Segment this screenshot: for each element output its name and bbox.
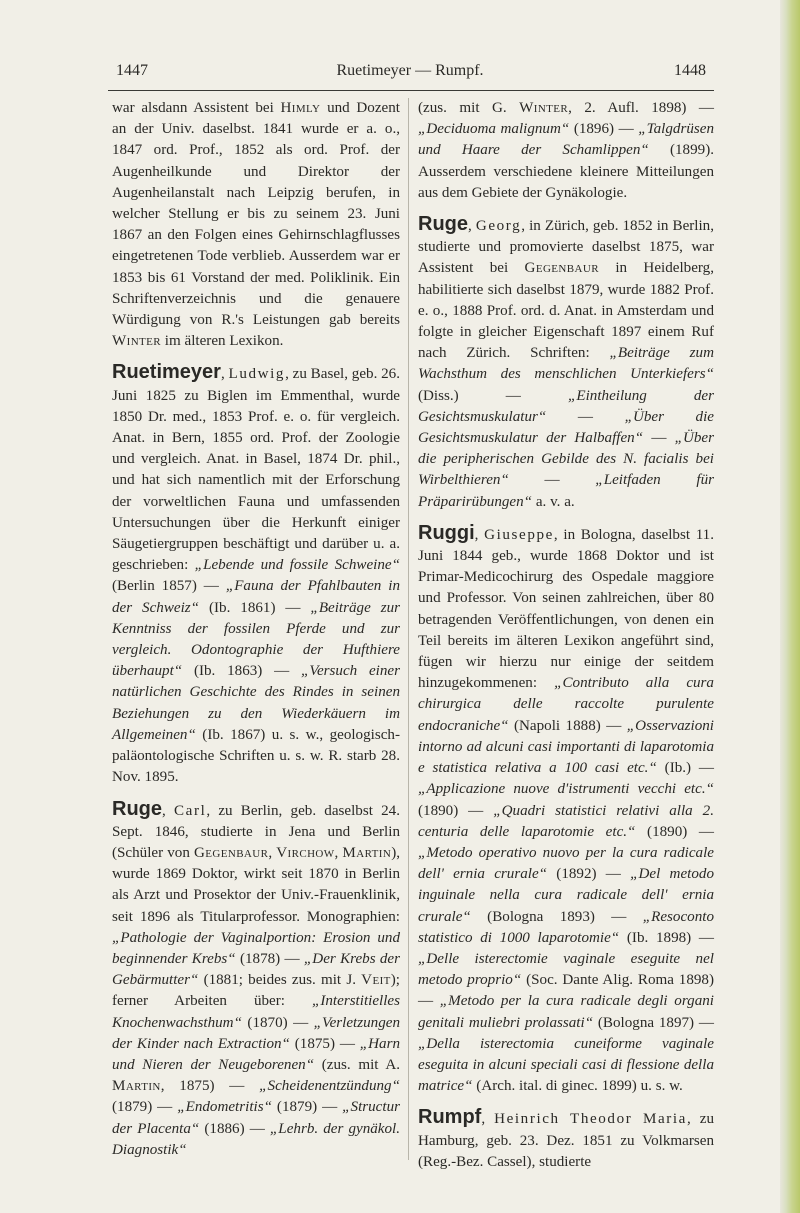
italic-title: „Fauna der Pfahlbauten in der Schweiz“: [112, 578, 400, 616]
given-name-spaced: Giuseppe: [484, 526, 554, 543]
text-run: (1890) —: [635, 823, 714, 840]
entry-ruetimeyer: [112, 362, 400, 788]
italic-title: „Scheidenentzündung“: [259, 1078, 400, 1095]
entry-headword: Ruetimeyer: [112, 361, 221, 384]
italic-title: „Metodo per la cura radicale degli organi genitali muliebri prolassati“: [418, 993, 714, 1031]
text-run: ,: [481, 1111, 495, 1128]
italic-title: „Verletzungen der Kinder nach Extraction“: [112, 1014, 400, 1052]
text-run: ,: [162, 802, 174, 819]
given-name-spaced: Carl: [173, 802, 207, 819]
italic-title: „Delle isterectomie vaginale eseguite nel metodo proprio“: [418, 950, 714, 989]
small-caps-name: Winter: [519, 100, 569, 116]
text-run: , in Zürich, geb. 1852 in Berlin, studierte und promovierte daselbst 1875, war Assistent bei: [418, 218, 715, 277]
text-run: (1881; beides zus. mit J.: [198, 972, 362, 989]
column-divider: [408, 98, 409, 1160]
small-caps-name: Veit: [361, 972, 391, 989]
text-run: (Ib. 1867) u. s. w., geologisch-paläontologische Schriften u. s. w. R. starb 28. Nov. 1895.: [112, 726, 400, 786]
text-run: (Ib. 1863) —: [182, 663, 302, 680]
italic-title: „Applicazione nuove d'istrumenti vecchi etc.“: [418, 781, 714, 798]
given-name-spaced: Heinrich Theodor Maria: [494, 1111, 687, 1128]
text-run: (Ib. 1898) —: [619, 929, 714, 946]
text-run: war alsdann Assistent bei: [112, 100, 281, 116]
text-run: —: [643, 430, 675, 447]
text-run: , zu Berlin, geb. daselbst 24. Sept. 1846, studierte in Jena und Berlin (Schüler von: [112, 802, 400, 861]
text-run: (1879) —: [112, 1099, 178, 1116]
text-run: (Arch. ital. di ginec. 1899) u. s. w.: [472, 1078, 683, 1095]
italic-title: „Leitfaden für Präparirübungen“: [418, 472, 714, 510]
italic-title: „Über die Gesichtsmuskulatur der Halbaffen“: [418, 408, 714, 447]
text-run: (Ib. 1861) —: [199, 599, 311, 616]
text-run: (1870) —: [241, 1014, 314, 1031]
italic-title: „Resoconto statistico di 1000 laparotomie“: [418, 908, 714, 946]
entry-ruggi: [418, 523, 714, 1097]
text-run: , 1875) —: [160, 1078, 260, 1095]
paragraph-himly-continuation: [112, 98, 400, 352]
header-rule: [108, 90, 714, 91]
text-run: (1890) —: [418, 802, 494, 819]
italic-title: „Harn und Nieren der Neugeborenen“: [112, 1035, 400, 1073]
text-run: (Bologna 1893) —: [470, 908, 643, 925]
small-caps-name: Gegenbaur: [524, 260, 599, 277]
italic-title: „Talgdrüsen und Haare der Schamlippen“: [418, 121, 714, 159]
small-caps-name: Himly: [280, 100, 321, 116]
italic-title: „Über die peripherischen Gebilde des N. facialis bei Wirbelthieren“: [418, 430, 714, 489]
text-run: und Dozent an der Univ. daselbst. 1841 wurde er a. o., 1847 ord. Prof., 1852 als ord. Prof. der Augenheilkunde und Direktor der Augenheilanstalt nach Leipzig berufen, in welcher Stellung er bis zu seinem 23. Juni 1867 an den Folgen eines Gehirnschlagflusses eingetretenen Tode verblieb. Ausserdem war er 1853 bis 61 Vorstand der med. Poliklinik. Ein Schriftenverzeichnis und die genauere Würdigung von R.'s Leistungen gab bereits: [112, 100, 400, 329]
text-run: (1878) —: [235, 950, 304, 967]
text-run: (Diss.) —: [418, 387, 568, 404]
text-run: ), wurde 1869 Doktor, wirkt seit 1870 in Berlin als Arzt und Prosektor der Univ.-Frauenklinik, seit 1896 als Titularprofessor. Monographien:: [112, 844, 401, 925]
entry-rumpf: [418, 1107, 714, 1173]
text-run: , 2. Aufl. 1898) —: [568, 100, 714, 116]
text-run: (1879) —: [271, 1099, 343, 1116]
right-column: [418, 98, 714, 1183]
left-column: [112, 98, 400, 1171]
text-run: , in Bologna, daselbst 11. Juni 1844 geb., wurde 1868 Doktor und ist Primar-Medicochirurg des Ospedale maggiore und Professor. Von seinen zahlreichen, über 80 betragenden Veröffentlichungen, von denen ein Teil bereits im älteren Lexikon angeführt sind, fügen wir hierzu nur einige der seitdem hinzugekommenen:: [418, 526, 714, 692]
page-edge-shadow: [780, 0, 800, 1213]
italic-title: „Beiträge zur Kenntniss der fossilen Pferde und zur vergleich. Odontographie der Hufthiere überhaupt“: [112, 599, 401, 680]
italic-title: „Beiträge zum Wachsthum des menschlichen Unterkiefers“: [418, 345, 714, 383]
entry-headword: Ruge: [112, 797, 162, 820]
entry-headword: Ruge: [418, 213, 468, 236]
small-caps-name: Gegenbaur: [193, 844, 269, 861]
small-caps-name: Martin: [112, 1078, 161, 1095]
text-run: ,: [474, 526, 485, 543]
italic-title: „Metodo operativo nuovo per la cura radicale dell' ernia crurale“: [418, 844, 714, 883]
text-run: (Berlin 1857) —: [112, 578, 226, 595]
entry-ruge-georg: [418, 214, 714, 513]
text-run: , zu Hamburg, geb. 23. Dez. 1851 zu Volkmarsen (Reg.-Bez. Cassel), studierte: [418, 1111, 714, 1170]
italic-title: „Contributo alla cura chirurgica delle raccolte purulente endocraniche“: [418, 675, 714, 734]
small-caps-name: Winter: [112, 333, 162, 350]
text-run: (zus. mit G.: [418, 100, 520, 116]
italic-title: „Der Krebs der Gebärmutter“: [112, 950, 400, 989]
given-name-spaced: Georg: [475, 218, 522, 235]
italic-title: „Lehrb. der gynäkol. Diagnostik“: [112, 1120, 401, 1158]
italic-title: „Quadri statistici relativi alla 2. centuria delle laparotomie etc.“: [418, 802, 714, 840]
italic-title: „Deciduoma malignum“: [418, 121, 570, 138]
page-number-right: 1448: [674, 62, 706, 79]
italic-title: „Interstitielles Knochenwachsthum“: [112, 993, 400, 1031]
italic-title: „Del metodo inguinale nella cura radicale dell' ernia crurale“: [418, 866, 714, 925]
text-run: ,: [268, 844, 277, 861]
small-caps-name: Virchow: [276, 844, 335, 861]
italic-title: „Osservazioni intorno ad alcuni casi importanti di laparotomia e statistica relativa a 100 casi etc.“: [418, 717, 714, 777]
text-run: a. v. a.: [532, 493, 575, 510]
text-run: (1875) —: [289, 1035, 360, 1052]
text-run: (1896) —: [569, 121, 639, 138]
text-run: ,: [334, 844, 343, 861]
entry-ruge-carl: [112, 799, 400, 1161]
text-run: (1899). Ausserdem verschiedene kleinere Mitteilungen aus dem Gebiete der Gynäkologie.: [418, 142, 714, 201]
text-run: ,: [220, 366, 229, 383]
running-title: Ruetimeyer — Rumpf.: [336, 62, 484, 79]
entry-headword: Rumpf: [418, 1106, 482, 1129]
italic-title: „Endometritis“: [177, 1099, 272, 1116]
italic-title: „Pathologie der Vaginalportion: Erosion und beginnender Krebs“: [112, 929, 400, 967]
text-run: (zus. mit A.: [314, 1056, 400, 1073]
text-run: ,: [468, 218, 476, 235]
italic-title: „Della isterectomia cuneiforme vaginale eseguita in alcuni speciali casi di flessione della matrice“: [418, 1035, 714, 1095]
italic-title: „Structur der Placenta“: [112, 1099, 400, 1137]
text-run: (Soc. Dante Alig. Roma 1898) —: [418, 972, 715, 1010]
text-run: —: [546, 408, 625, 425]
text-run: , zu Basel, geb. 26. Juni 1825 zu Biglen im Emmenthal, wurde 1850 Dr. med., 1853 Prof. e. o. für vergleich. Anat. in Bern, 1855 ord. Prof. der Zoologie und vergleich. Anat. in Basel, 1874 Dr. phil., und hat sich namentlich mit der Erforschung der vorweltlichen Fauna und umfassenden Untersuchungen über die Herkunft einiger Säugetiergruppen beschäftigt und darüber u. a. geschrieben:: [112, 366, 401, 574]
italic-title: „Eintheilung der Gesichtsmuskulatur“: [418, 387, 715, 425]
text-run: ); ferner Arbeiten über:: [112, 972, 400, 1010]
italic-title: „Versuch einer natürlichen Geschichte des Rindes in seinen Beziehungen zu den Wiederkäuern im Allgemeinen“: [112, 663, 400, 743]
page-number-left: 1447: [116, 62, 148, 79]
text-run: (1886) —: [199, 1120, 270, 1137]
page-header: [100, 62, 720, 92]
text-run: (1892) —: [547, 866, 631, 883]
text-run: im älteren Lexikon.: [161, 333, 284, 350]
text-run: (Napoli 1888) —: [508, 717, 627, 734]
text-run: in Heidelberg, habilitierte sich daselbst 1879, wurde 1882 Prof. e. o., 1888 Prof. ord. d. Anat. in Amsterdam und folgte in gleicher Eigenschaft 1897 einem Ruf nach Zürich. Schriften:: [418, 260, 714, 362]
italic-title: „Lebende und fossile Schweine“: [194, 557, 400, 574]
given-name-spaced: Ludwig: [228, 366, 286, 383]
text-run: (Bologna 1897) —: [593, 1014, 714, 1031]
text-run: —: [508, 472, 596, 489]
text-run: (Ib.) —: [656, 760, 714, 777]
paragraph-ruge-carl-continuation: [418, 98, 714, 204]
small-caps-name: Martin: [342, 844, 392, 861]
entry-headword: Ruggi: [418, 521, 475, 544]
